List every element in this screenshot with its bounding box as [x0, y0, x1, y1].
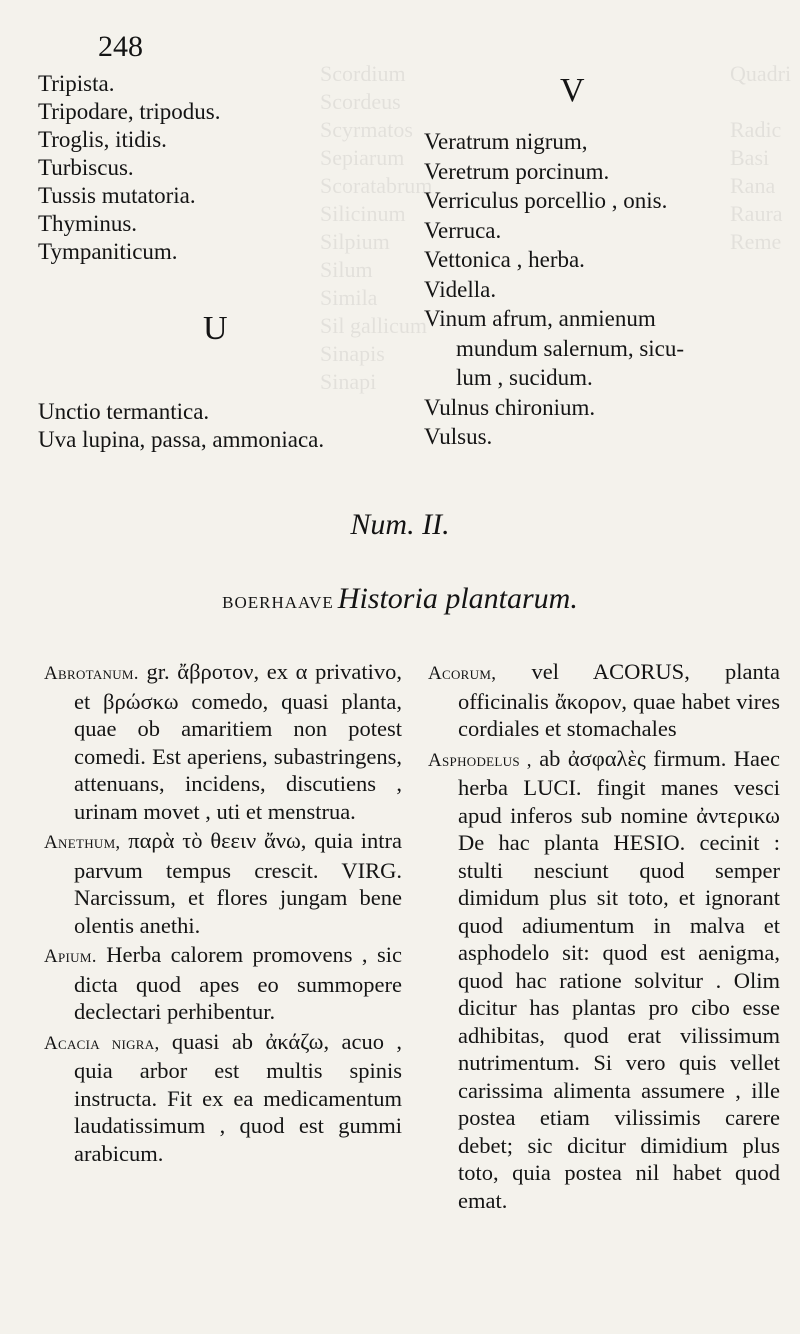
entry-head: Acorum,: [428, 663, 497, 684]
entry-text: παρὰ τὸ θεειν ἄνω, quia intra parvum tempus crescit. VIRG. Narcissum, et flores jungam bene olentis anethi.: [74, 828, 402, 938]
index-item: Troglis, itidis.: [38, 127, 167, 152]
entry-head: Abrotanum.: [44, 663, 139, 684]
index-item: Verruca.: [424, 217, 502, 243]
entry-text: gr. ἄβροτον, ex α privativo, et βρώσκω comedo, quasi planta, quae ob amaritiem non potest comedi. Est aperiens, subastringens, attenuans, incidens, discutiens , urinam movet , uti et menstrua.: [74, 659, 402, 824]
text-column-right: [428, 658, 780, 1216]
index-item-continued: lum , sucidum.: [456, 365, 593, 390]
entry-head: Asphodelus ,: [428, 749, 532, 771]
index-item: Tripista.: [38, 71, 115, 96]
index-item: Vulnus chironium.: [424, 394, 596, 420]
entry-head: Anethum,: [44, 832, 121, 853]
index-item: Verriculus porcellio , onis.: [424, 188, 668, 213]
entry-acacia-nigra: [44, 1028, 402, 1168]
show-through-text: Scordium Scordeus Scyrmatos Sepiarum Scoratabrum Silicinum Silpium Silum Simila Sil gallicum Sinapis Sinapi: [320, 61, 433, 394]
index-list-v: [424, 127, 774, 452]
subtitle-author: BOERHAAVE: [222, 593, 334, 612]
text-column-left: [44, 658, 402, 1169]
index-item: Vinum afrum, anmienum: [424, 306, 656, 331]
show-through-text-right: Quadri Radic Basi Rana Raura Reme: [730, 61, 792, 254]
section-title: Num. II.: [350, 508, 450, 541]
index-item: Veretrum porcinum.: [424, 158, 610, 184]
entry-text: ab ἀσφαλὲς firmum. Haec herba LUCI. fingit manes vesci apud inferos sub nomine ἀντερικω De hac planta HESIO. cecinit : stulti nesciunt quod semper dimidum plus sit toto, et ignorant quod adiumentum in malva et asphodelo sit: quod est aenigma, quod hac ratione solvitur . Olim dicitur has plantas pro cibo esse adhibitas, quod erat vilissimum nutrimentum. Si vero quis vellet carissima alimenta assumere , ille postea etiam vilissimis carere debet; sic dicitur dimidium plus toto, quia postea nil habet quod emat.: [458, 745, 780, 1213]
entry-head: Acacia nigra,: [44, 1032, 160, 1054]
entry-acorum: [428, 658, 780, 743]
index-item: Tympaniticum.: [38, 239, 178, 264]
entry-head: Apium.: [44, 946, 97, 967]
entry-anethum: [44, 827, 402, 939]
index-item: Tripodare, tripodus.: [38, 99, 221, 124]
letter-heading-v: V: [560, 72, 585, 109]
index-item: Veratrum nigrum,: [424, 129, 588, 154]
entry-text: quasi ab ἀκάζω, acuo , quia arbor est multis spinis instructa. Fit ex ea medicamentum laudatissimum , quod est gummi arabicum.: [74, 1028, 403, 1166]
index-item-continued: mundum salernum, sicu-: [456, 335, 685, 361]
index-item: Vettonica , herba.: [424, 247, 585, 272]
letter-heading-u: U: [203, 310, 228, 347]
index-item: Turbiscus.: [38, 155, 134, 180]
index-list-u: [38, 398, 398, 454]
entry-abrotanum: [44, 658, 402, 825]
section-subtitle: [0, 582, 800, 616]
entry-text: Herba calorem promovens , sic dicta quod apes eo summopere declectari perhibentur.: [74, 942, 402, 1024]
index-item: Unctio termantica.: [38, 399, 210, 424]
index-item: Thyminus.: [38, 211, 138, 236]
index-item: Tussis mutatoria.: [38, 183, 196, 208]
entry-apium: [44, 941, 402, 1026]
index-item: Vidella.: [424, 276, 497, 302]
subtitle-work: Historia plantarum.: [337, 582, 578, 615]
index-item: Uva lupina, passa, ammoniaca.: [38, 427, 325, 452]
entry-asphodelus: [428, 745, 780, 1215]
index-list-t: [38, 70, 398, 266]
page-number: 248: [98, 30, 143, 63]
index-item: Vulsus.: [424, 424, 493, 449]
entry-text: vel ACORUS, planta officinalis ἄκορον, quae habet vires cordiales et stomachales: [458, 659, 781, 741]
